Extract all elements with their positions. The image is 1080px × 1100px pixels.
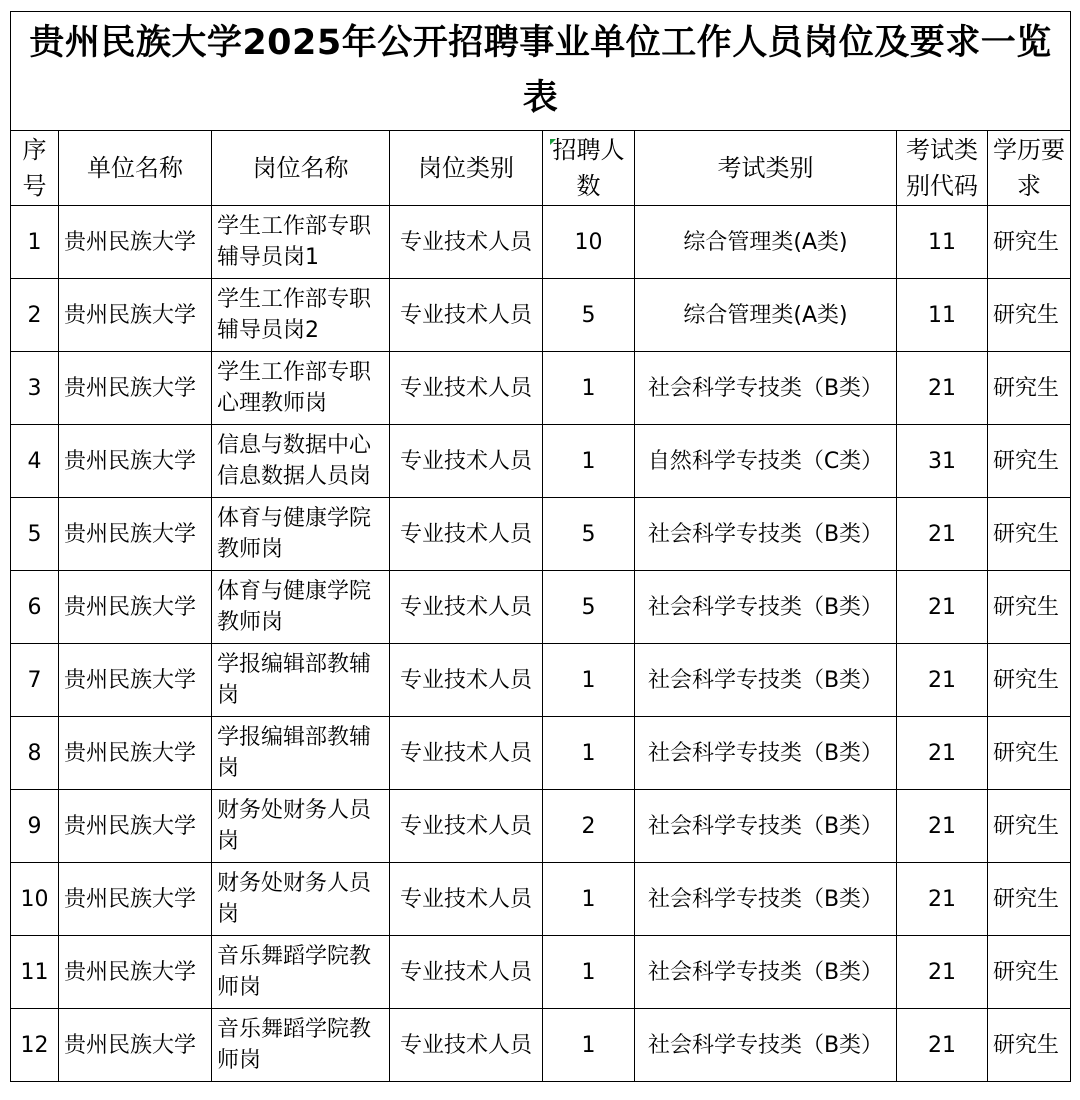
- cell-exam-type[interactable]: 社会科学专技类（B类）: [635, 790, 897, 863]
- cell-count[interactable]: 1: [543, 352, 635, 425]
- table-row: [11, 717, 1071, 790]
- cell-degree[interactable]: 研究生: [988, 425, 1071, 498]
- cell-unit[interactable]: 贵州民族大学: [59, 498, 212, 571]
- cell-seq[interactable]: 3: [11, 352, 59, 425]
- cell-post-type[interactable]: 专业技术人员: [390, 352, 543, 425]
- cell-unit[interactable]: 贵州民族大学: [59, 352, 212, 425]
- cell-post[interactable]: 信息与数据中心信息数据人员岗: [212, 425, 390, 498]
- cell-exam-type[interactable]: 社会科学专技类（B类）: [635, 1009, 897, 1082]
- header-unit[interactable]: 单位名称: [59, 131, 212, 206]
- cell-seq[interactable]: 12: [11, 1009, 59, 1082]
- cell-exam-code[interactable]: 21: [897, 352, 988, 425]
- cell-post-type[interactable]: 专业技术人员: [390, 279, 543, 352]
- cell-count[interactable]: 1: [543, 936, 635, 1009]
- cell-post-type[interactable]: 专业技术人员: [390, 571, 543, 644]
- cell-post-type[interactable]: 专业技术人员: [390, 936, 543, 1009]
- cell-post-type[interactable]: 专业技术人员: [390, 206, 543, 279]
- cell-seq[interactable]: 7: [11, 644, 59, 717]
- cell-unit[interactable]: 贵州民族大学: [59, 571, 212, 644]
- cell-exam-code[interactable]: 21: [897, 644, 988, 717]
- table-row: [11, 644, 1071, 717]
- cell-post[interactable]: 体育与健康学院教师岗: [212, 498, 390, 571]
- header-seq[interactable]: 序号: [11, 131, 59, 206]
- header-exam-code[interactable]: 考试类别代码: [897, 131, 988, 206]
- cell-unit[interactable]: 贵州民族大学: [59, 425, 212, 498]
- cell-post[interactable]: 音乐舞蹈学院教师岗: [212, 1009, 390, 1082]
- header-post-type[interactable]: 岗位类别: [390, 131, 543, 206]
- cell-count[interactable]: 1: [543, 1009, 635, 1082]
- cell-post[interactable]: 音乐舞蹈学院教师岗: [212, 936, 390, 1009]
- cell-degree[interactable]: 研究生: [988, 717, 1071, 790]
- cell-exam-type[interactable]: 社会科学专技类（B类）: [635, 936, 897, 1009]
- title-cell[interactable]: [11, 12, 1071, 131]
- cell-count[interactable]: 1: [543, 717, 635, 790]
- cell-comment-marker: [550, 139, 556, 145]
- cell-degree[interactable]: 研究生: [988, 644, 1071, 717]
- cell-count[interactable]: 10: [543, 206, 635, 279]
- cell-unit[interactable]: 贵州民族大学: [59, 206, 212, 279]
- cell-count[interactable]: 2: [543, 790, 635, 863]
- header-degree[interactable]: 学历要求: [988, 131, 1071, 206]
- cell-exam-code[interactable]: 11: [897, 206, 988, 279]
- cell-post[interactable]: 财务处财务人员岗: [212, 790, 390, 863]
- cell-exam-code[interactable]: 11: [897, 279, 988, 352]
- cell-unit[interactable]: 贵州民族大学: [59, 936, 212, 1009]
- cell-post-type[interactable]: 专业技术人员: [390, 790, 543, 863]
- recruitment-table: [10, 11, 1071, 1082]
- cell-exam-type[interactable]: 社会科学专技类（B类）: [635, 717, 897, 790]
- cell-exam-code[interactable]: 21: [897, 498, 988, 571]
- cell-exam-type[interactable]: 社会科学专技类（B类）: [635, 644, 897, 717]
- cell-post[interactable]: 学报编辑部教辅岗: [212, 717, 390, 790]
- cell-post[interactable]: 体育与健康学院教师岗: [212, 571, 390, 644]
- cell-degree[interactable]: 研究生: [988, 1009, 1071, 1082]
- cell-count[interactable]: 5: [543, 571, 635, 644]
- table-row: [11, 1009, 1071, 1082]
- spreadsheet: [10, 11, 1070, 1082]
- cell-seq[interactable]: 9: [11, 790, 59, 863]
- page-title: 贵州民族大学2025年公开招聘事业单位工作人员岗位及要求一览表: [29, 23, 1052, 118]
- cell-exam-type[interactable]: 综合管理类(A类): [635, 206, 897, 279]
- table-row: [11, 936, 1071, 1009]
- cell-seq[interactable]: 4: [11, 425, 59, 498]
- cell-count[interactable]: 5: [543, 498, 635, 571]
- cell-exam-type[interactable]: 社会科学专技类（B类）: [635, 352, 897, 425]
- cell-degree[interactable]: 研究生: [988, 352, 1071, 425]
- cell-degree[interactable]: 研究生: [988, 936, 1071, 1009]
- cell-exam-code[interactable]: 21: [897, 717, 988, 790]
- cell-exam-code[interactable]: 21: [897, 571, 988, 644]
- cell-exam-code[interactable]: 21: [897, 790, 988, 863]
- cell-exam-type[interactable]: 社会科学专技类（B类）: [635, 498, 897, 571]
- cell-exam-type[interactable]: 社会科学专技类（B类）: [635, 863, 897, 936]
- cell-unit[interactable]: 贵州民族大学: [59, 644, 212, 717]
- cell-exam-type[interactable]: 综合管理类(A类): [635, 279, 897, 352]
- title-row: [11, 12, 1071, 131]
- cell-exam-code[interactable]: 21: [897, 1009, 988, 1082]
- cell-post[interactable]: 学报编辑部教辅岗: [212, 644, 390, 717]
- table-body: [11, 206, 1071, 1082]
- cell-unit[interactable]: 贵州民族大学: [59, 1009, 212, 1082]
- cell-seq[interactable]: 2: [11, 279, 59, 352]
- header-exam-type[interactable]: 考试类别: [635, 131, 897, 206]
- cell-post-type[interactable]: 专业技术人员: [390, 498, 543, 571]
- cell-count[interactable]: 1: [543, 644, 635, 717]
- cell-unit[interactable]: 贵州民族大学: [59, 790, 212, 863]
- cell-unit[interactable]: 贵州民族大学: [59, 863, 212, 936]
- header-count[interactable]: 招聘人数: [543, 131, 635, 206]
- cell-post-type[interactable]: 专业技术人员: [390, 425, 543, 498]
- table-row: [11, 571, 1071, 644]
- cell-post-type[interactable]: 专业技术人员: [390, 644, 543, 717]
- cell-post-type[interactable]: 专业技术人员: [390, 1009, 543, 1082]
- cell-post[interactable]: 学生工作部专职辅导员岗2: [212, 279, 390, 352]
- table-row: [11, 279, 1071, 352]
- cell-degree[interactable]: 研究生: [988, 498, 1071, 571]
- cell-post[interactable]: 学生工作部专职心理教师岗: [212, 352, 390, 425]
- cell-degree[interactable]: 研究生: [988, 279, 1071, 352]
- cell-seq[interactable]: 11: [11, 936, 59, 1009]
- cell-post[interactable]: 学生工作部专职辅导员岗1: [212, 206, 390, 279]
- table-row: [11, 498, 1071, 571]
- cell-seq[interactable]: 10: [11, 863, 59, 936]
- cell-seq[interactable]: 1: [11, 206, 59, 279]
- table-row: [11, 206, 1071, 279]
- cell-count[interactable]: 1: [543, 425, 635, 498]
- table-row: [11, 863, 1071, 936]
- header-row: [11, 131, 1071, 206]
- cell-degree[interactable]: 研究生: [988, 790, 1071, 863]
- cell-post-type[interactable]: 专业技术人员: [390, 717, 543, 790]
- cell-count[interactable]: 1: [543, 863, 635, 936]
- cell-exam-code[interactable]: 21: [897, 936, 988, 1009]
- cell-seq[interactable]: 6: [11, 571, 59, 644]
- cell-post[interactable]: 财务处财务人员岗: [212, 863, 390, 936]
- table-row: [11, 352, 1071, 425]
- cell-seq[interactable]: 5: [11, 498, 59, 571]
- cell-exam-type[interactable]: 自然科学专技类（C类）: [635, 425, 897, 498]
- cell-post-type[interactable]: 专业技术人员: [390, 863, 543, 936]
- cell-exam-code[interactable]: 21: [897, 863, 988, 936]
- cell-unit[interactable]: 贵州民族大学: [59, 279, 212, 352]
- table-row: [11, 425, 1071, 498]
- cell-degree[interactable]: 研究生: [988, 571, 1071, 644]
- cell-degree[interactable]: 研究生: [988, 863, 1071, 936]
- cell-exam-code[interactable]: 31: [897, 425, 988, 498]
- cell-count[interactable]: 5: [543, 279, 635, 352]
- cell-unit[interactable]: 贵州民族大学: [59, 717, 212, 790]
- table-row: [11, 790, 1071, 863]
- cell-degree[interactable]: 研究生: [988, 206, 1071, 279]
- cell-seq[interactable]: 8: [11, 717, 59, 790]
- cell-exam-type[interactable]: 社会科学专技类（B类）: [635, 571, 897, 644]
- header-post[interactable]: 岗位名称: [212, 131, 390, 206]
